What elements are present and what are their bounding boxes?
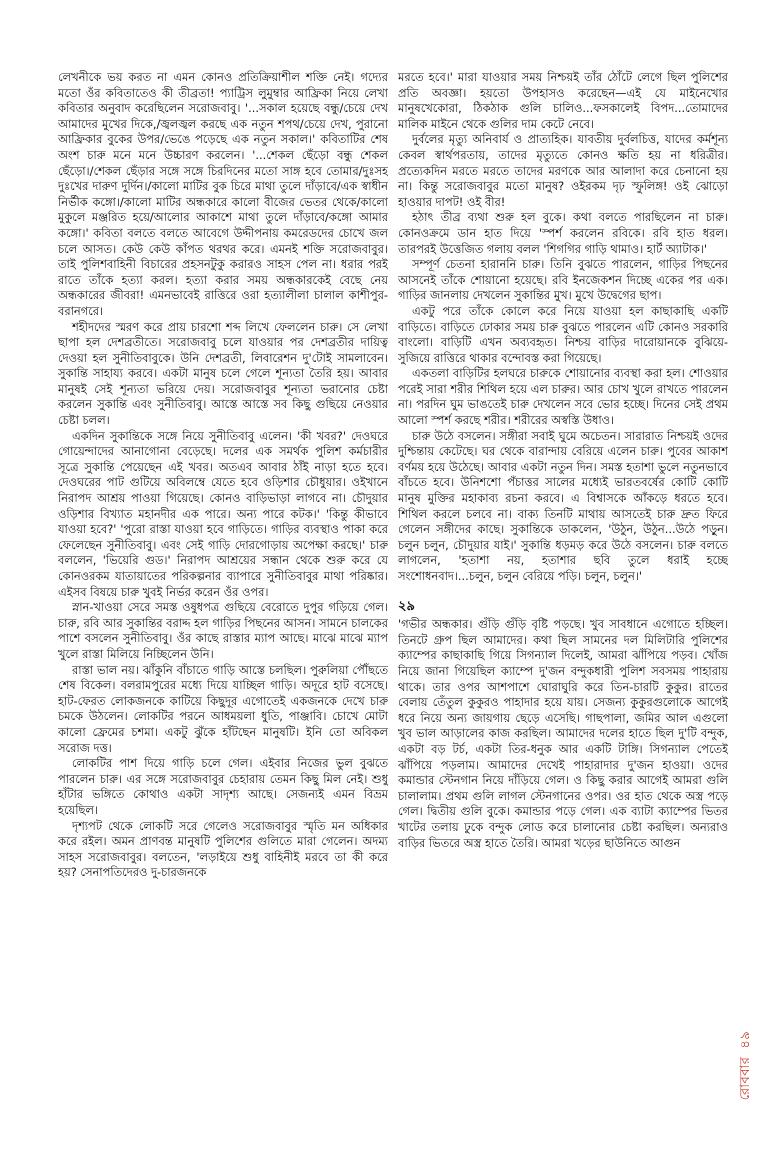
paragraph: লেখনীকে ভয় করত না এমন কোনও প্রতিক্রিয়াশীল শক্তি নেই। গদ্যের মতো ওঁর কবিতাতেও কী তীব্রতা! প্যাট্রিস লুমুম্বার আফ্রিকা নিয়ে লেখা কবিতার অনুবাদ করেছিলেন সরোজবাবু। '...সকাল হয়েছে বন্ধু/চেয়ে দেখ আমাদের মুখের দিকে,/জ্বলজ্বল করছে এক নতুন শপথ/চেয়ে দেখ, পুরানো আফ্রিকার বুকের উপর/ভেঙে পড়েছে এক নতুন সকাল।' কবিতাটির শেষ অংশ চারু মনে মনে উচ্চারণ করলেন। '...শেকল ছেঁড়ো বন্ধু শেকল ছেঁড়ো।/শেকল ছেঁড়ার সঙ্গে সঙ্গে চিরদিনের মতো সাঙ্গ হবে তোমার/দুঃসহ দুঃখের দারুণ দুর্দিন।/কালো মাটির বুক চিরে মাথা তুলে দাঁড়াবে/এক স্বাধীন নির্ভীক কঙ্গো।/কালো মাটির অন্ধকারে কালো বীজের ভেতর থেকে/কালো মুকুলে মঞ্জরিত হয়ে/আলোর আকাশে মাথা তুলে দাঁড়াবে/কঙ্গো আমার কঙ্গো।' কবিতা বলতে বলতে আবেগে উদ্দীপনায় কমরেডদের চোখে জল চলে আসত। কেউ কেউ কাঁপত থরথর করে। এমনই শক্তি সরোজবাবুর। তাই পুলিশবাহিনী বিচারের প্রহসনটুকু করারও সাহস পেল না। ধরার পরই রাতে তাঁকে হত্যা করল। হত্যা করার সময় অন্ধকারকেই বেছে নেয় অন্ধকারের জীবরা! এমনভাবেই রাত্তিরে ওরা হত্যালীলা চালাল কাশীপুর-বরানগরে।	[58, 70, 388, 318]
paragraph: লোকটির পাশ দিয়ে গাড়ি চলে গেল। এইবার নিজের ভুল বুঝতে পারলেন চারু। এর সঙ্গে সরোজবাবুর চেহারায় তেমন কিছু মিল নেই। শুধু হাঁটার ভঙ্গিতে কোথাও একটা সাদৃশ্য আছে। সেজন্যই এমন বিভ্রম হয়েছিল।	[58, 756, 388, 817]
page-footer	[734, 990, 760, 1140]
paragraph: হঠাৎ তীব্র ব্যথা শুরু হল বুকে। কথা বলতে পারছিলেন না চারু। কোনওক্রমে ডান হাত দিয়ে 'স্পর্শ করলেন রবিকে। রবি হাত ধরল। তারপরই উত্তেজিত গলায় বলল 'শিগগির গাড়ি থামাও। হার্ট অ্যাটাক।'	[398, 210, 728, 256]
magazine-name: রোববার	[738, 1056, 754, 1100]
paragraph: শহীদদের স্মরণ করে প্রায় চারশো শব্দ লিখে ফেললেন চারু। সে লেখা ছাপা হল দেশব্রতীতে। সরোজবাবু চলে যাওয়ার পর দেশব্রতীর দায়িত্ব দেওয়া হল সুনীতিবাবুকে। উনি দেশব্রতী, লিবারেশন দু'টোই সামলাবেন। সুকান্তি সাহায্য করবে। একটা মানুষ চলে গেলে শূন্যতা তৈরি হয়। আবার মানুষই সেই শূন্যতা ভরিয়ে দেয়। সরোজবাবুর শূন্যতা ভরানোর চেষ্টা করলেন সুকান্তি এবং সুনীতিবাবু। আস্তে আস্তে সব কিছু গুছিয়ে নেওয়ার চেষ্টা চলল।	[58, 319, 388, 428]
paragraph: সম্পূর্ণ চেতনা হারাননি চারু। তিনি বুঝতে পারলেন, গাড়ির পিছনের আসনেই তাঁকে শোয়ানো হয়েছে। রবি ইনজেকশন দিচ্ছে একের পর এক। গাড়ির জানলায় দেখলেন সুকান্তির মুখ। মুখে উদ্বেগের ছাপ।	[398, 257, 728, 303]
chapter-number: ২৯	[398, 598, 415, 614]
paragraph: 'গভীর অন্ধকার। গুঁড়ি গুঁড়ি বৃষ্টি পড়ছে। খুব সাবধানে এগোতে হচ্ছিল। তিনটে গ্রুপ ছিল আমাদের। কথা ছিল সামনের দল মিলিটারি পুলিশের ক্যাম্পের কাছাকাছি গিয়ে সিগন্যাল দিলেই, আমরা ঝাঁপিয়ে পড়ব। খোঁজ নিয়ে জানা গিয়েছিল ক্যাম্পে দু'জন বন্দুকধারী পুলিশ সবসময় পাহারায় থাকে। তার ওপর আশপাশে ঘোরাঘুরি করে তিন-চারটি কুকুর। রাতের বেলায় তেঁতুল কুকুরও পাহাদার হয়ে যায়। সেজন্য কুকুরগুলোকে আগেই ধরে নিয়ে অন্য জায়গায় ছেড়ে এসেছি। গাছপালা, জমির আল এগুলো খুব ভাল আড়ালের কাজ করছিল। আমাদের দলের হাতে ছিল দু'টি বন্দুক, একটা বড় টর্চ, একটা তির-ধনুক আর একটি টাঙ্গি। সিগন্যাল পেতেই ঝাঁপিয়ে পড়লাম। আমাদের দেখেই পাহারাদার দু'জন হাওয়া। ওদের কমান্ডার স্টেনগান নিয়ে দাঁড়িয়ে গেল। ও কিছু করার আগেই আমরা গুলি চালালাম। প্রথম গুলি লাগল স্টেনগানের ওপর। ওর হাত থেকে অস্ত্র পড়ে গেল। দ্বিতীয় গুলি বুকে। কমান্ডার পড়ে গেল। এক ব্যাটা ক্যাম্পের ভিতর খাটের তলায় ঢুকে বন্দুক লোড করে চালানোর চেষ্টা করছিল। অন্যরাও বাড়ির ভিতরে অস্ত্র হাতে তৈরি। আমরা খড়ের ছাউনিতে আগুন	[398, 617, 728, 850]
footer-rotated-label	[737, 1030, 758, 1099]
paragraph: একটু পরে তাঁকে কোলে করে নিয়ে যাওয়া হল কাছাকাছি একটি বাড়িতে। বাড়িতে ঢোকার সময় চারু বুঝতে পারলেন এটি কোনও সরকারি বাংলো। বাড়িটি এখন অব্যবহৃত। নিশ্চয় বাড়ির দারোয়ানকে বুঝিয়ে-সুজিয়ে রাত্তিরে থাকার বন্দোবস্ত করা গিয়েছে।	[398, 303, 728, 365]
paragraph: মরতে হবে।' মারা যাওয়ার সময় নিশ্চয়ই তাঁর ঠোঁটে লেগে ছিল পুলিশের প্রতি অবজ্ঞা। হয়তো উপহাসও করেছেন—এই যে মাইনেখোর মানুষখেকোরা, ঠিকঠাক গুলি চালিও...ফসকালেই বিপদ...তোমাদের মালিক মাইনে থেকে গুলির দাম কেটে নেবে।	[398, 70, 728, 131]
paragraph: দুর্বলের মৃত্যু অনিবার্য ও প্রাত্যহিক। যাবতীয় দুর্বলচিত্ত, যাদের কর্মশূন্য কেবল স্বার্থপরতায়, তাদের মৃত্যুতে কোনও ক্ষতি হয় না ধরিত্রীর। প্রত্যেকদিন মরতে মরতে তাদের মরণকে আর আলাদা করে চেনানো হয় না। কিন্তু সরোজবাবুর মতো মানুষ? ওইরকম দৃঢ় স্ফুলিঙ্গ! ওই ঝোড়ো হাওয়ার দাপট! ওই বীর!	[398, 132, 728, 209]
paragraph: একতলা বাড়িটির হলঘরে চারুকে শোয়ানোর ব্যবস্থা করা হল। শোওয়ার পরেই সারা শরীর শিথিল হয়ে এল চারুর। আর চোখ খুলে রাখতে পারলেন না। পরদিন ঘুম ভাঙতেই চারু দেখলেন সবে ভোর হচ্ছে। দিনের সেই প্রথম আলো স্পর্শ করছে শরীর। শরীরের অস্বস্তি উধাও।	[398, 366, 728, 428]
page-number: ৪৯	[738, 1030, 754, 1049]
left-text-column	[58, 70, 388, 1140]
paragraph: চারু উঠে বসলেন। সঙ্গীরা সবাই ঘুমে অচেতন। সারারাত নিশ্চয়ই ওদের দুশ্চিন্তায় কেটেছে। ঘর থেকে বারান্দায় বেরিয়ে এলেন চারু। পুবের আকাশ বর্ণময় হয়ে উঠেছে। আবার একটা নতুন দিন। সমস্ত হতাশা ভুলে নতুনভাবে বাঁচতে হবে। উনিশশো পঁচাত্তর সালের মধ্যেই ভারতবর্ষের কোটি কোটি মানুষ মুক্তির মহাকাব্য রচনা করবে। এ বিশ্বাসকে আঁকড়ে ধরতে হবে। শিথিল করলে চলবে না। বাক্য তিনটি মাথায় আসতেই চারু দ্রুত ফিরে গেলেন সঙ্গীদের কাছে। সুকান্তিকে ডাকলেন, 'উঠুন, উঠুন...উঠে পড়ুন। চলুন চলুন, চৌদুয়ার যাই।' সুকান্তি ধড়মড় করে উঠে বসলেন। চারু বলতে লাগলেন, 'হতাশা নয়, হতাশার ছবি তুলে ধরাই হচ্ছে সংশোধনবাদ।...চলুন, চলুন বেরিয়ে পড়ি। চলুন, চলুন।'	[398, 428, 728, 583]
paragraph: রাস্তা ভাল নয়। ঝাঁকুনি বাঁচাতে গাড়ি আস্তে চলছিল। পুরুলিয়া পৌঁছতে শেষ বিকেল। বলরামপুরের মধ্যে দিয়ে যাচ্ছিল গাড়ি। অদূরে হাট বসেছে। হাট-ফেরত লোকজনকে কাটিয়ে কিছুদূর এগোতেই একজনকে দেখে চারু চমকে উঠলেন। লোকটির পরনে আধময়লা ধুতি, পাঞ্জাবি। চোখে মোটা কালো ফ্রেমের চশমা। একটু ঝুঁকে হাঁটছেন মানুষটি। ইনি তো অবিকল সরোজ দত্ত।	[58, 662, 388, 755]
paragraph: দৃশ্যপট থেকে লোকটি সরে গেলেও সরোজবাবুর স্মৃতি মন অধিকার করে রইল। অমন প্রাণবন্ত মানুষটি পুলিশের গুলিতে মারা গেলেন। অদম্য সাহস সরোজবাবুর। বলতেন, 'লড়াইয়ে শুধু বাহিনীই মরবে তা কী করে হয়? সেনাপতিদেরও দু-চারজনকে	[58, 818, 388, 880]
right-text-column	[398, 70, 728, 1140]
paragraph: স্নান-খাওয়া সেরে সমস্ত ওষুধপত্র গুছিয়ে বেরোতে দুপুর গড়িয়ে গেল। চারু, রবি আর সুকান্তির বরাদ্দ হল গাড়ির পিছনের আসন। সামনে চালকের পাশে বসলেন সুনীতিবাবু। ওঁর কাছে রাস্তার ম্যাপ আছে। মাঝে মাঝে ম্যাপ খুলে রাস্তা মিলিয়ে নিচ্ছিলেন উনি।	[58, 600, 388, 661]
paragraph: একদিন সুকান্তিকে সঙ্গে নিয়ে সুনীতিবাবু এলেন। 'কী খবর?' দেওঘরে গোয়েন্দাদের আনাগোনা বেড়েছে। দলের এক সমর্থক পুলিশ কর্মচারীর সূত্রে সুকান্তি পেয়েছেন এই খবর। অতএব আবার ঠাঁই নাড়া হতে হবে। দেওঘরের পাট গুটিয়ে অবিলম্বে যেতে হবে ওড়িশার চৌধুয়ার। ওইখানে নিরাপদ আশ্রয় পাওয়া গিয়েছে। কোনও বাড়িভাড়া লাগবে না। চৌদুয়ার ওড়িশার বিখ্যাত মহানদীর এক পারে। অন্য পারে কটক।' 'কিন্তু কীভাবে যাওয়া হবে?' 'পুরো রাস্তা যাওয়া হবে গাড়িতে। গাড়ির ব্যবস্থাও পাকা করে ফেলেছেন সুনীতিবাবু। এবং সেই গাড়ি দোরগোড়ায় অপেক্ষা করছে।' চারু বললেন, 'ভিয়েরি গুড।' নিরাপদ আশ্রয়ের সন্ধান থেকে শুরু করে যে কোনওরকম যাতায়াতের পরিকল্পনার ব্যাপারে সুনীতিবাবুর মাথা পরিষ্কার। এইসব বিষয়ে চারু খুবই নির্ভর করেন ওঁর ওপর।	[58, 428, 388, 599]
